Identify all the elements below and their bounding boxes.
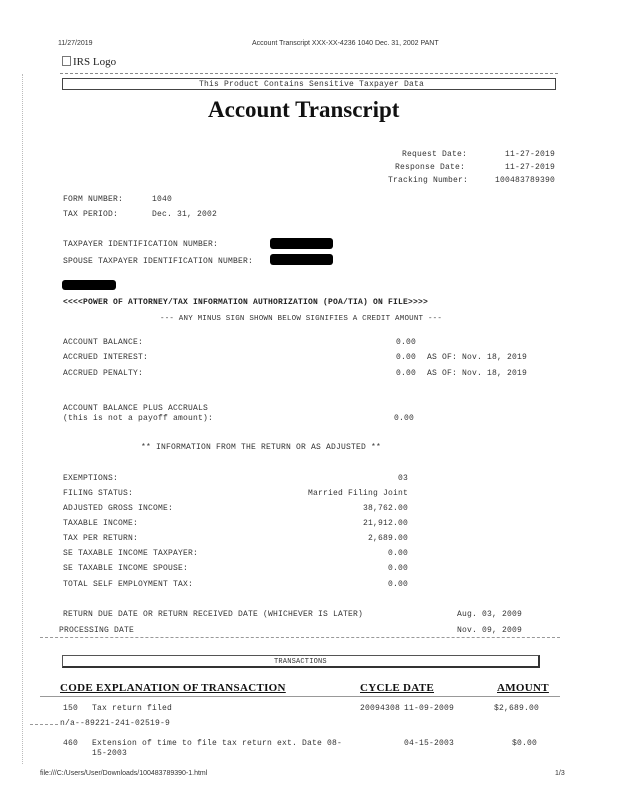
- print-title: Account Transcript XXX-XX-4236 1040 Dec. 31, 2002 PANT: [252, 40, 439, 47]
- tax-period: Dec. 31, 2002: [152, 210, 218, 219]
- request-date-label: Request Date:: [402, 150, 468, 159]
- filing-status-value: Married Filing Joint: [307, 489, 408, 498]
- transactions-title: TRANSACTIONS: [274, 658, 327, 666]
- filing-status-label: FILING STATUS:: [63, 489, 134, 498]
- tx-amount: $2,689.00: [494, 704, 540, 713]
- tax-per-return-label: TAX PER RETURN:: [63, 534, 139, 543]
- tx-code: 460: [63, 739, 79, 748]
- page-title: Account Transcript: [208, 97, 400, 122]
- accrued-interest-asof: AS OF: Nov. 18, 2019: [427, 353, 528, 362]
- accrued-penalty: 0.00: [396, 369, 417, 378]
- poa-line: <<<<POWER OF ATTORNEY/TAX INFORMATION AUTHORIZATION (POA/TIA) ON FILE>>>>: [63, 298, 429, 307]
- exemptions-value: 03: [397, 474, 408, 483]
- page-margin-line: [22, 74, 23, 764]
- return-due-label: RETURN DUE DATE OR RETURN RECEIVED DATE (WHICHEVER IS LATER): [63, 610, 364, 619]
- response-date-label: Response Date:: [395, 163, 466, 172]
- logo-alt-text: IRS Logo: [73, 56, 117, 68]
- return-due: Aug. 03, 2009: [457, 610, 523, 619]
- exemptions-label: EXEMPTIONS:: [63, 474, 119, 483]
- se-spouse-value: 0.00: [387, 564, 408, 573]
- se-taxpayer-label: SE TAXABLE INCOME TAXPAYER:: [63, 549, 199, 558]
- accrued-penalty-asof: AS OF: Nov. 18, 2019: [427, 369, 528, 378]
- banner-box: [62, 78, 556, 90]
- plus-accruals: 0.00: [394, 414, 415, 423]
- sensitive-banner: This Product Contains Sensitive Taxpayer Data: [199, 80, 425, 89]
- se-taxpayer-value: 0.00: [387, 549, 408, 558]
- tx-date: 11-09-2009: [404, 704, 455, 713]
- accrued-interest: 0.00: [396, 353, 417, 362]
- footer-page: 1/3: [555, 770, 565, 777]
- info-header: ** INFORMATION FROM THE RETURN OR AS ADJUSTED **: [141, 443, 382, 452]
- plus-accruals-label: ACCOUNT BALANCE PLUS ACCRUALS: [63, 404, 209, 413]
- broken-image-icon: [62, 56, 71, 66]
- tracking-number: 100483789390: [495, 176, 556, 185]
- se-tax-value: 0.00: [387, 580, 408, 589]
- tracking-label: Tracking Number:: [388, 176, 469, 185]
- tx-explanation: Tax return filed: [92, 704, 173, 713]
- processing-label: PROCESSING DATE: [59, 626, 135, 635]
- tx-header-code-explanation: CODE EXPLANATION OF TRANSACTION: [60, 682, 286, 694]
- tin-label: TAXPAYER IDENTIFICATION NUMBER:: [63, 240, 219, 249]
- transactions-box: [62, 655, 540, 668]
- se-spouse-label: SE TAXABLE INCOME SPOUSE:: [63, 564, 189, 573]
- processing-date: Nov. 09, 2009: [457, 626, 523, 635]
- account-balance: 0.00: [396, 338, 417, 347]
- account-balance-label: ACCOUNT BALANCE:: [63, 338, 144, 347]
- tx-sub-line: n/a--89221-241-02519-9: [60, 719, 171, 728]
- minus-note: --- ANY MINUS SIGN SHOWN BELOW SIGNIFIES A CREDIT AMOUNT ---: [160, 315, 443, 323]
- agi-value: 38,762.00: [362, 504, 408, 513]
- divider: [40, 637, 560, 638]
- taxable-income-label: TAXABLE INCOME:: [63, 519, 139, 528]
- tx-header-cycle-date: CYCLE DATE: [360, 682, 435, 694]
- spouse-tin-redaction: [270, 254, 333, 265]
- tx-header-amount: AMOUNT: [497, 682, 549, 694]
- divider: [40, 696, 560, 697]
- footer-path: file:///C:/Users/User/Downloads/100483789390-1.html: [40, 770, 208, 777]
- spouse-tin-label: SPOUSE TAXPAYER IDENTIFICATION NUMBER:: [63, 257, 254, 266]
- tx-cycle: 20094308: [360, 704, 401, 713]
- tax-period-label: TAX PERIOD:: [63, 210, 119, 219]
- accrued-penalty-label: ACCRUED PENALTY:: [63, 369, 144, 378]
- agi-label: ADJUSTED GROSS INCOME:: [63, 504, 174, 513]
- accrued-interest-label: ACCRUED INTEREST:: [63, 353, 149, 362]
- tx-date: 04-15-2003: [404, 739, 455, 748]
- divider: [30, 724, 58, 725]
- request-date: 11-27-2019: [505, 150, 556, 159]
- print-date: 11/27/2019: [58, 40, 93, 47]
- form-number: 1040: [152, 195, 173, 204]
- tx-code: 150: [63, 704, 79, 713]
- plus-accruals-note: (this is not a payoff amount):: [63, 414, 214, 423]
- response-date: 11-27-2019: [505, 163, 556, 172]
- tx-amount: $0.00: [512, 739, 538, 748]
- tx-explanation-cont: 15-2003: [92, 749, 128, 758]
- se-tax-label: TOTAL SELF EMPLOYMENT TAX:: [63, 580, 194, 589]
- tin-redaction: [270, 238, 333, 249]
- name-redaction: [62, 280, 116, 290]
- irs-logo: [62, 56, 116, 68]
- form-number-label: FORM NUMBER:: [63, 195, 124, 204]
- taxable-income-value: 21,912.00: [362, 519, 408, 528]
- tx-explanation: Extension of time to file tax return ext. Date 08-: [92, 739, 343, 748]
- divider: [60, 73, 558, 74]
- tax-per-return-value: 2,689.00: [367, 534, 408, 543]
